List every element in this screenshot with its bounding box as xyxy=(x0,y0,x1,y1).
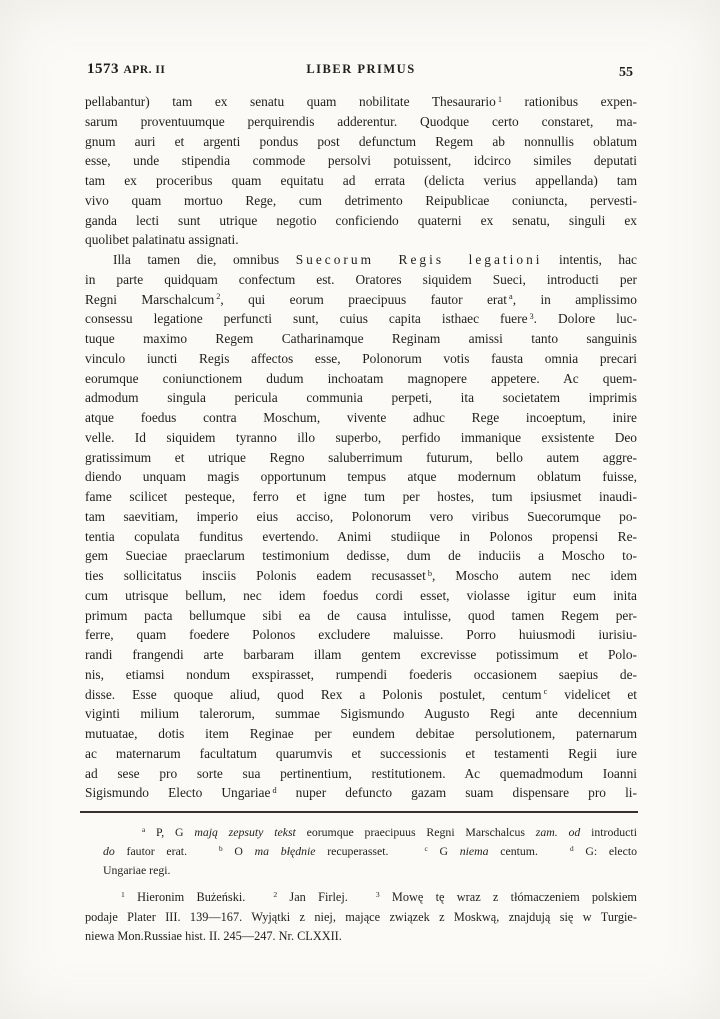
numbered-footnote-line: $^1$ Hieronim Bużeński. $^2$ Jan Firlej. $^3$ Mowę tę wraz z tłómaczeniem polskiem xyxy=(121,890,637,904)
body-text-line: tam saevitiam, imperio eius acciso, Polonorum vero viribus Suecorumque po- xyxy=(85,508,637,524)
footnote-marker: d xyxy=(569,844,574,854)
footnote-gap xyxy=(245,900,271,901)
body-text-line: vivo quam mortuo Rege, cum detrimento Reipublicae coniuncta, pervesti- xyxy=(85,192,637,208)
body-text-line: velle. Id siquidem tyranno illo superbo, perfido immanique exsistente Deo xyxy=(85,429,637,445)
body-text-line: gratissimum et utrique Regno saluberrimum futurum, bello autem aggre- xyxy=(85,449,637,465)
letter-footnote-line: $^a$ P, G mają zepsuty tekst eorumque praecipuus Regni Marschalcus zam. od introducti xyxy=(142,825,637,839)
footnote-marker: 2 xyxy=(273,890,278,900)
footnote-marker: a xyxy=(142,825,146,835)
body-text-line: tuque maximo Regem Catharinamque Reginam amissi tanto sanguinis xyxy=(85,331,637,346)
page-header xyxy=(85,58,637,82)
footnote-gap xyxy=(388,854,422,855)
body-text-line: Sigismundo Electo Ungariae $^d$ nuper defuncto gazam suam dispensare pro li- xyxy=(85,785,637,801)
body-text-line: cum utrisque bellum, nec idem foedus cordi esset, violasse igitur eum inita xyxy=(85,587,637,603)
footnote-marker: c xyxy=(543,687,548,697)
body-text-line: vinculo iuncti Regis affectos esse, Polonorum votis fausta omnia precari xyxy=(85,350,637,366)
body-text-line: atque foedus contra Moschum, vivente adhuc Rege incoeptum, inire xyxy=(85,410,637,425)
body-text-line: ac maternarum facultatum quarumvis et successionis et testamenti Regii iure xyxy=(85,745,637,761)
italic-text: niema xyxy=(459,844,489,858)
body-text-line: ties sollicitatus insciis Polonis eadem recusasset $^b$, Moscho autem nec idem xyxy=(85,568,637,583)
body-text-line: ganda lecti sunt utrique negotio conficiendo quaterni ex senatu, singuli ex xyxy=(85,212,637,228)
body-text-line: Illa tamen die, omnibus Suecorum Regis legationi intentis, hac xyxy=(113,252,637,267)
header-date-year: 1573 xyxy=(87,61,119,77)
footnote-gap xyxy=(348,900,374,901)
main-text-block xyxy=(85,92,637,803)
page-number: 55 xyxy=(619,65,633,80)
header-date-rest: APR. II xyxy=(123,64,166,76)
body-text-line: primum pacta bellumque sibi ea de causa intulisse, quod tamen Regem per- xyxy=(85,607,637,623)
footnote-marker: b xyxy=(427,568,432,578)
footnote-marker: b xyxy=(219,844,223,854)
body-text-line: tentia copulata funditus evertendo. Animi studiique in Polonos propensi Re- xyxy=(85,528,637,544)
numbered-footnotes xyxy=(85,888,637,947)
body-text-line: sarum proventuumque perquirendis adderentur. Quodque certo constaret, ma- xyxy=(85,113,637,129)
italic-text: mają zepsuty tekst xyxy=(194,825,296,839)
letter-footnote-line: Ungariae regi. xyxy=(103,863,171,877)
body-text-line: gnum auri et argenti pondus post defunctum Regem ab nonnullis oblatum xyxy=(85,133,637,149)
body-text-line: gem Sueciae praeclarum testimonium dedisse, dum de induciis a Moscho to- xyxy=(85,548,637,564)
critical-apparatus-footnotes xyxy=(85,823,637,880)
body-text-line: tam ex proceribus quam equitatu ad errata (delicta verius appellanda) tam xyxy=(85,173,637,188)
footnote-marker: c xyxy=(424,844,428,854)
body-text-line: in parte quidquam confectum est. Oratores siquidem Sueci, introducti per xyxy=(85,271,637,287)
body-text-line: randi frangendi arte barbaram illam gentem excrevisse potissimum et Polo- xyxy=(85,647,637,662)
footnote-marker: 1 xyxy=(497,94,502,104)
body-text-line: mutuatae, dotis item Reginae per eundem debitae persolutionem, paternarum xyxy=(85,726,637,741)
body-text-line: pellabantur) tam ex senatu quam nobilitate Thesaurario $^1$ rationibus expen- xyxy=(85,94,638,109)
italic-text: ma błędnie xyxy=(254,844,316,858)
numbered-footnote-line: podaje Plater III. 139—167. Wyjątki z niej, mające związek z Moskwą, znajdują się w Turgie- xyxy=(85,909,637,924)
footnote-gap xyxy=(187,854,217,855)
letterspaced-text: Suecorum Regis legationi xyxy=(295,252,543,267)
body-text-line: disse. Esse quoque aliud, quod Rex a Polonis postulet, centum $^c$ videlicet et xyxy=(85,686,637,702)
letter-footnote-line: do fautor erat. $^b$ O ma błędnie recuperasset. $^c$ G niema centum. $^d$ G: electo xyxy=(103,844,638,858)
body-text-line: fame scilicet pesteque, ferro et igne tum per hostes, tum ipsiusmet inaudi- xyxy=(85,489,637,504)
footnote-marker: d xyxy=(272,786,277,796)
running-title: LIBER PRIMUS xyxy=(306,62,416,76)
body-text-line: nis, etiamsi nondum exspirasset, rumpendi foederis occasionem saepius de- xyxy=(85,666,637,682)
body-text-line: diendo unquam magis opportunum tempus atque modernum oblatum fuisse, xyxy=(85,469,637,485)
body-text-line: ferre, quam foedere Polonos excludere maluisse. Porro huiusmodi iurisiu- xyxy=(85,627,637,643)
footnote-gap xyxy=(538,854,568,855)
body-text-line: viginti milium talerorum, summae Sigismundo Augusto Regi ante decennium xyxy=(85,706,637,722)
numbered-footnote-line: niewa Mon.Russiae hist. II. 245—247. Nr. CLXXII. xyxy=(85,929,342,943)
italic-text: zam. od xyxy=(535,825,581,839)
footnote-divider-rule xyxy=(80,811,638,813)
body-text-line: Regni Marschalcum $^2$, qui eorum praecipuus fautor erat $^a$, in amplissimo xyxy=(85,291,637,307)
footnote-marker: a xyxy=(509,292,513,302)
body-text-line: consessu legatione perfuncti sunt, cuius capita isthaec fuere $^3$. Dolore luc- xyxy=(85,311,637,327)
body-text-line: esse, unde stipendia commode persolvi potuissent, idcirco similes deputati xyxy=(85,153,637,169)
footnote-marker: 3 xyxy=(375,890,380,900)
body-text-line: ad sese pro sorte sua pertinentium, restitutionem. Ac quemadmodum Ioanni xyxy=(85,765,637,781)
body-text-line: admodum singula pericula communia perpeti, ita societatem imprimis xyxy=(85,390,637,406)
footnote-marker: 2 xyxy=(216,292,221,302)
italic-text: do xyxy=(103,844,115,858)
body-text-line: eorumque coniunctionem dudum inchoatam magnopere appetere. Ac quem- xyxy=(85,370,637,386)
body-text-line: quolibet palatinatu assignati. xyxy=(85,232,239,248)
footnote-marker: 3 xyxy=(529,312,534,322)
footnote-marker: 1 xyxy=(121,890,125,900)
